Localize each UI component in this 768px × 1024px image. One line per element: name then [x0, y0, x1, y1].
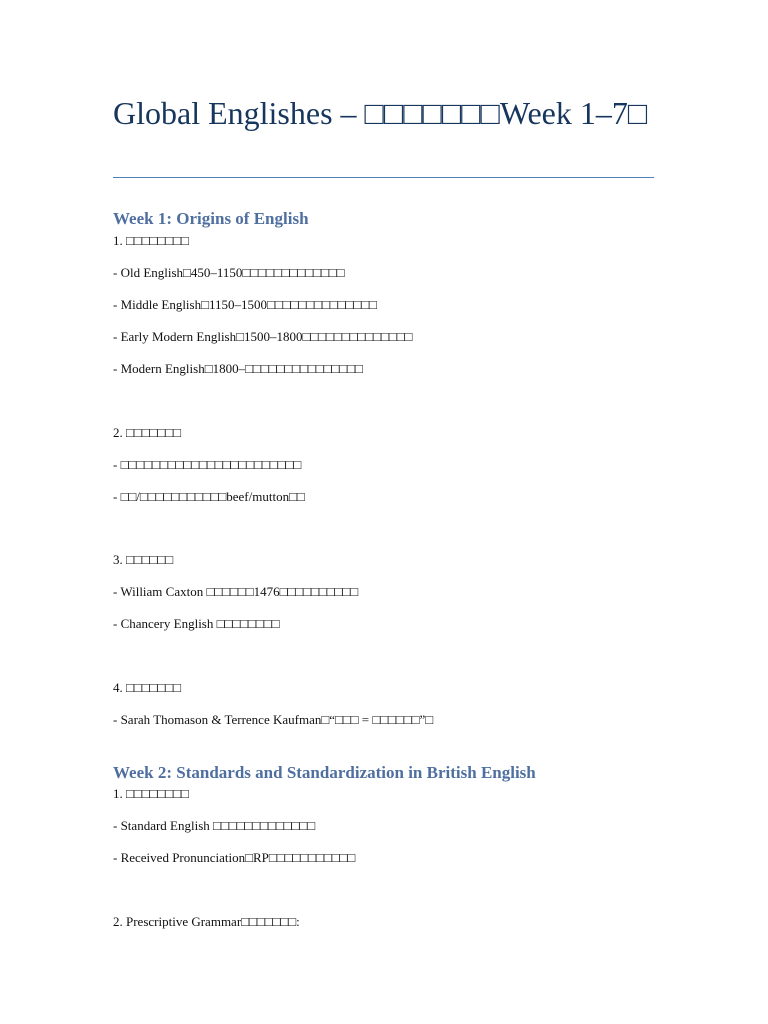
week-1-line-11: - Chancery English □□□□□□□□ [113, 616, 280, 631]
week-2-line-2: - Standard English □□□□□□□□□□□□□ [113, 818, 316, 833]
week-1-line-13: - Sarah Thomason & Terrence Kaufman□“□□□ = □□□□□□”□ [113, 712, 434, 727]
week-2-line-1: 1. □□□□□□□□ [113, 786, 189, 801]
week-2-line-4: 2. Prescriptive Grammar□□□□□□□: [113, 914, 300, 929]
week-1-heading: Week 1: Origins of English [113, 209, 309, 228]
week-1-line-6: 2. □□□□□□□ [113, 425, 181, 440]
week-1-line-12: 4. □□□□□□□ [113, 680, 181, 695]
week-1-line-1: 1. □□□□□□□□ [113, 233, 189, 248]
week-1-line-2: - Old English□450–1150□□□□□□□□□□□□□ [113, 265, 345, 280]
week-1-line-5: - Modern English□1800–□□□□□□□□□□□□□□□ [113, 361, 363, 376]
week-1-line-7: - □□□□□□□□□□□□□□□□□□□□□□□ [113, 457, 302, 472]
week-1-line-9: 3. □□□□□□ [113, 552, 174, 567]
week-1-line-10: - William Caxton □□□□□□1476□□□□□□□□□□ [113, 584, 359, 599]
week-1-line-4: - Early Modern English□1500–1800□□□□□□□□□□□□□□ [113, 329, 413, 344]
week-1-line-3: - Middle English□1150–1500□□□□□□□□□□□□□□ [113, 297, 377, 312]
title-divider [113, 177, 654, 178]
week-2-heading: Week 2: Standards and Standardization in British English [113, 763, 536, 782]
week-2-line-3: - Received Pronunciation□RP□□□□□□□□□□□ [113, 850, 356, 865]
week-1-line-8: - □□/□□□□□□□□□□□beef/mutton□□ [113, 489, 305, 504]
document-title: Global Englishes – □□□□□□□Week 1–7□ [113, 95, 648, 131]
